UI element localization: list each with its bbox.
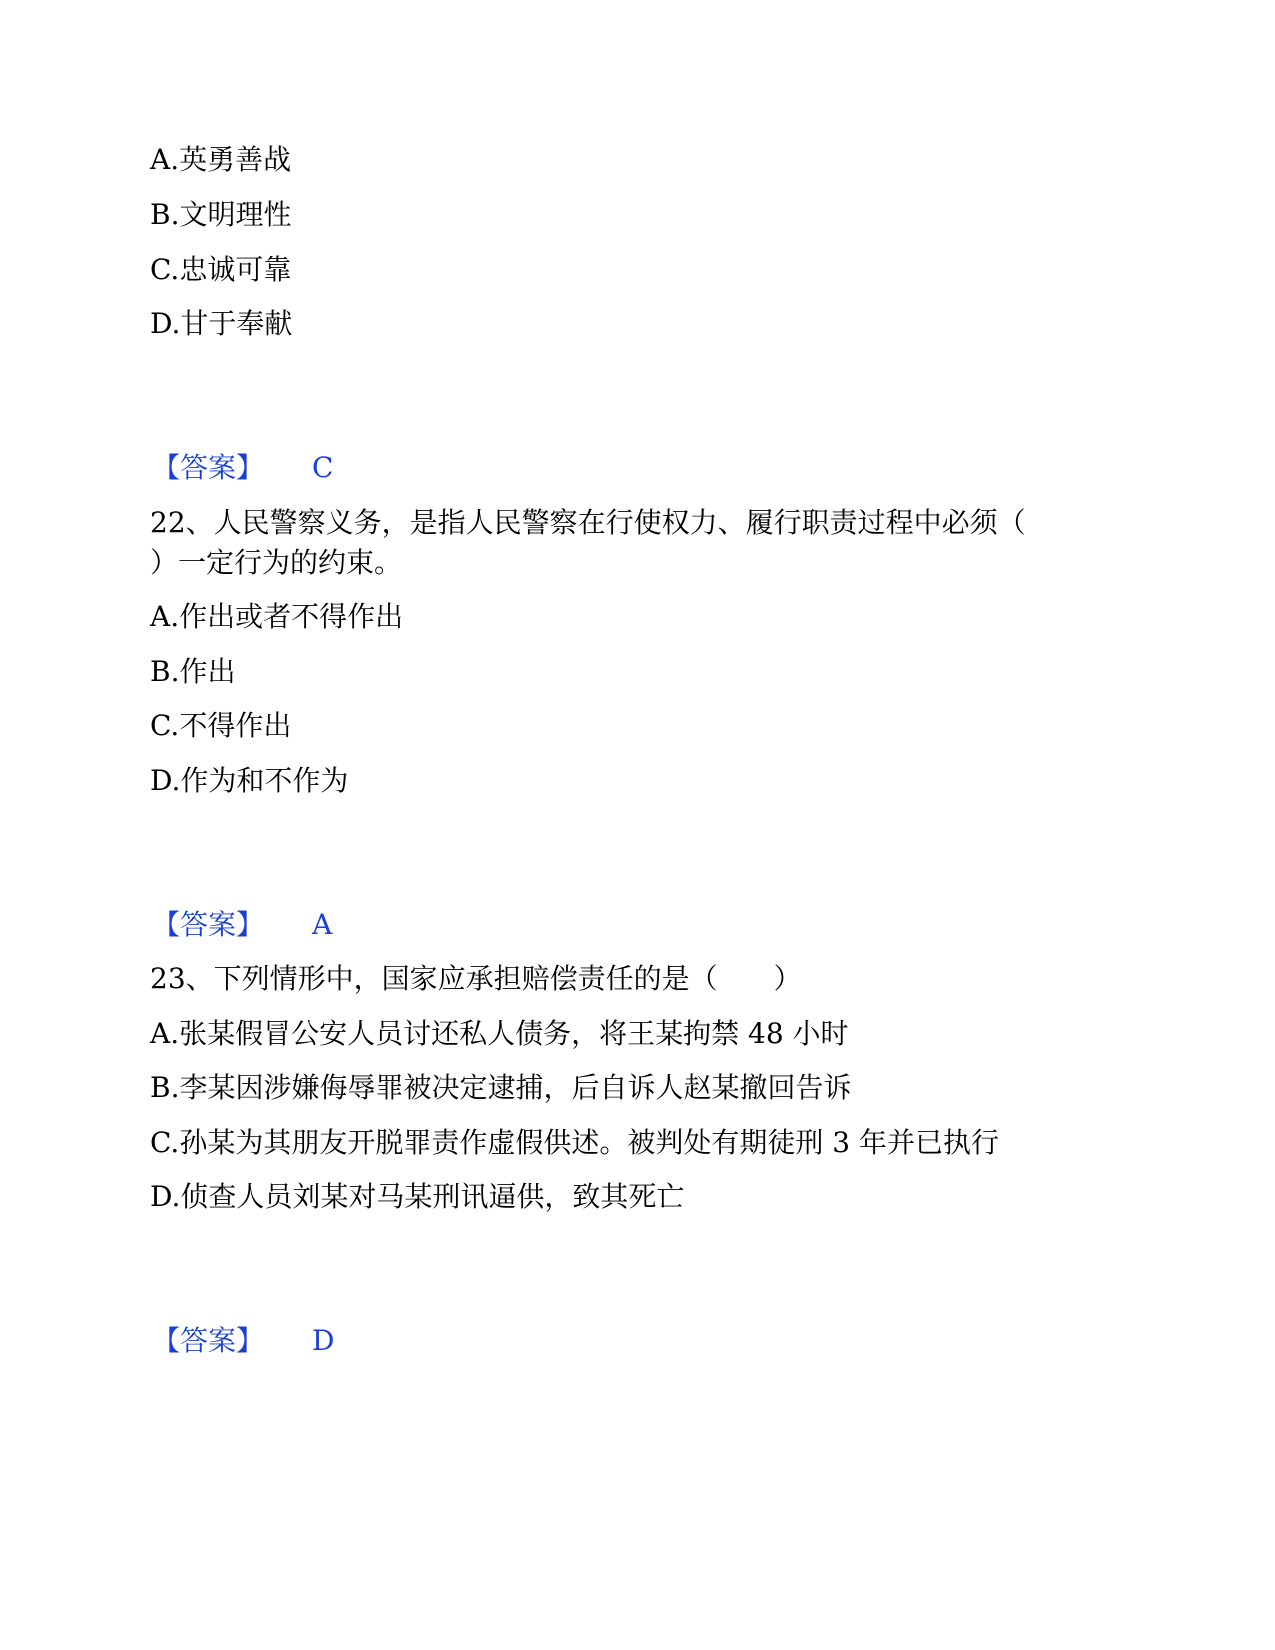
- q21-option-b: B.文明理性: [150, 198, 292, 231]
- q22-option-a: A.作出或者不得作出: [150, 600, 404, 633]
- q22-stem-line2: ）一定行为的约束。: [150, 546, 403, 579]
- answer-label: 【答案】: [152, 1324, 265, 1357]
- answer-label: 【答案】: [152, 451, 265, 484]
- q22-option-b: B.作出: [150, 655, 236, 688]
- q23-option-a: A.张某假冒公安人员讨还私人债务，将王某拘禁 48 小时: [150, 1017, 849, 1050]
- answer-value: A: [312, 908, 333, 941]
- q21-option-c: C.忠诚可靠: [150, 253, 292, 286]
- q23-option-b: B.李某因涉嫌侮辱罪被决定逮捕，后自诉人赵某撤回告诉: [150, 1071, 852, 1104]
- q23-stem: 23、下列情形中，国家应承担赔偿责任的是（ ）: [150, 962, 802, 995]
- q21-option-a: A.英勇善战: [150, 143, 292, 176]
- q22-answer: [152, 905, 332, 945]
- q22-option-d: D.作为和不作为: [150, 764, 349, 797]
- q22-option-c: C.不得作出: [150, 709, 292, 742]
- q21-answer: [152, 448, 333, 488]
- q23-option-d: D.侦查人员刘某对马某刑讯逼供，致其死亡: [150, 1180, 685, 1213]
- answer-value: D: [312, 1324, 335, 1357]
- q23-option-c: C.孙某为其朋友开脱罪责作虚假供述。被判处有期徒刑 3 年并已执行: [150, 1126, 999, 1159]
- q22-stem-line1: 22、人民警察义务，是指人民警察在行使权力、履行职责过程中必须（: [150, 506, 1026, 539]
- q23-answer: [152, 1321, 334, 1361]
- answer-value: C: [312, 451, 334, 484]
- answer-label: 【答案】: [152, 908, 265, 941]
- q21-option-d: D.甘于奉献: [150, 307, 293, 340]
